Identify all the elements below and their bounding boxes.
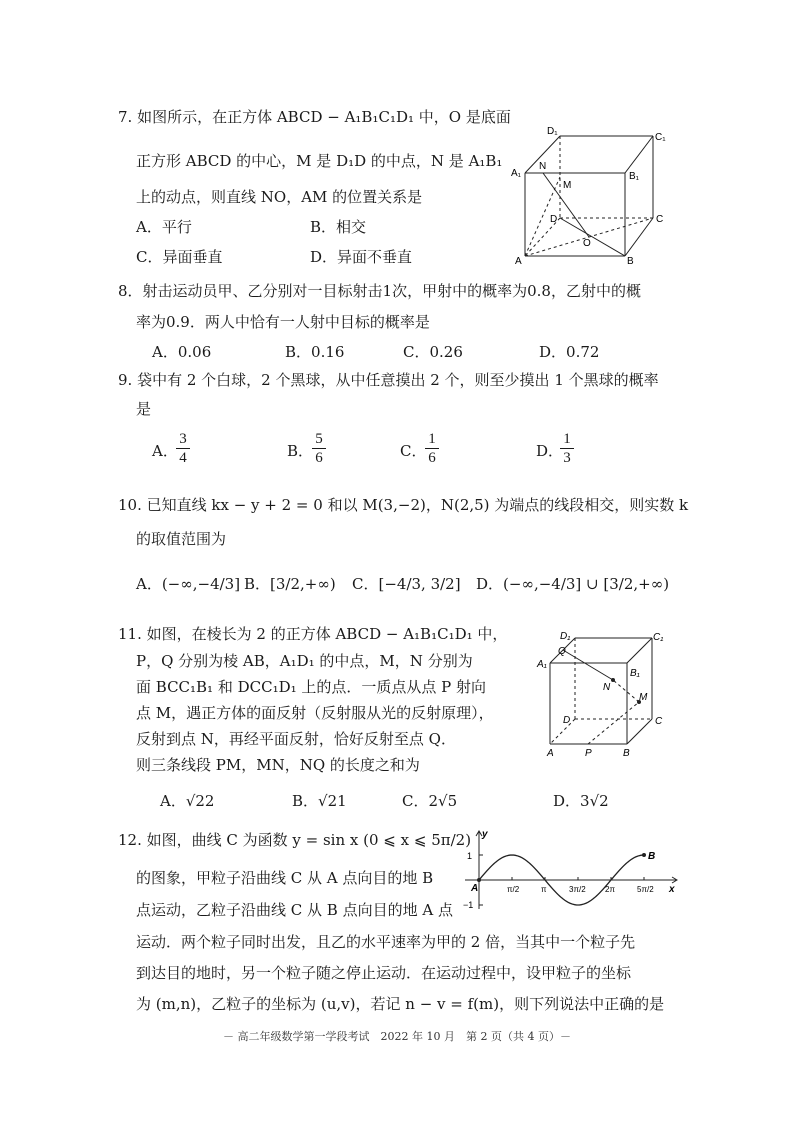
- q11-label-C1: C₁: [653, 632, 664, 643]
- q11-label-A1: A₁: [537, 659, 547, 670]
- q8-option-a: A．0.06: [152, 343, 212, 361]
- q11-option-c: C．2√5: [402, 792, 458, 810]
- q9-option-b-label: B．: [287, 442, 314, 460]
- q9-option-b-fraction: [312, 430, 326, 467]
- q8-line2: 率为0.9．两人中恰有一人射中目标的概率是: [136, 313, 430, 331]
- q7-label-M: M: [563, 180, 572, 191]
- q9-line2: 是: [136, 400, 152, 418]
- q9-option-c-denominator: 6: [428, 450, 436, 466]
- q9-option-c-numerator: 1: [428, 431, 436, 447]
- q9-option-d-denominator: 3: [563, 450, 571, 466]
- q11-line2: P，Q 分别为棱 AB，A₁D₁ 的中点，M，N 分别为: [136, 652, 473, 670]
- q7-label-A1: A₁: [511, 168, 522, 179]
- q12-axis-y-label: y: [482, 829, 488, 840]
- q11-label-A: A: [547, 748, 554, 759]
- q7-line2: 正方形 ABCD 的中心，M 是 D₁D 的中点，N 是 A₁B₁: [136, 152, 503, 170]
- q9-option-c-fraction: [425, 430, 439, 467]
- q9-option-c-label: C．: [400, 442, 427, 460]
- q10-option-a: A．(−∞,−4/3]: [136, 575, 241, 593]
- q12-sine-graph: [455, 825, 685, 915]
- page-footer: － 高二年级数学第一学段考试 2022 年 10 月 第 2 页（共 4 页）－: [223, 1030, 571, 1043]
- q11-line1: 11. 如图，在棱长为 2 的正方体 ABCD − A₁B₁C₁D₁ 中，: [118, 625, 508, 643]
- q9-option-a-fraction: [176, 430, 190, 467]
- q12-tick-1: 1: [467, 851, 473, 861]
- q7-option-c: C．异面垂直: [136, 248, 223, 266]
- q11-option-b: B．√21: [292, 792, 347, 810]
- q9-option-b-denominator: 6: [315, 450, 323, 466]
- q7-label-N: N: [539, 161, 547, 172]
- q11-line5: 反射到点 N，再经平面反射，恰好反射至点 Q．: [136, 730, 456, 748]
- q12-line6: 为 (m,n)，乙粒子的坐标为 (u,v)，若记 n − v = f(m)，则下列说法中正确的是: [136, 995, 665, 1013]
- q7-option-d: D．异面不垂直: [310, 248, 413, 266]
- q12-tick-pi: π: [541, 885, 547, 894]
- q7-label-C: C: [656, 214, 664, 225]
- q11-line3: 面 BCC₁B₁ 和 DCC₁D₁ 上的点．一质点从点 P 射向: [136, 678, 487, 696]
- q11-option-a: A．√22: [160, 792, 215, 810]
- q12-point-A: A: [471, 883, 479, 894]
- q10-option-b: B．[3/2,+∞): [244, 575, 336, 593]
- q11-line4: 点 M，遇正方体的面反射（反射服从光的反射原理），: [136, 704, 494, 722]
- q12-line1: 12. 如图，曲线 C 为函数 y = sin x (0 ⩽ x ⩽ 5π/2): [118, 831, 472, 849]
- q8-option-b: B．0.16: [285, 343, 345, 361]
- q7-label-D: D: [550, 214, 558, 225]
- q7-label-A: A: [515, 256, 522, 267]
- q9-option-a-label: A．: [152, 442, 178, 460]
- q11-line6: 则三条线段 PM，MN，NQ 的长度之和为: [136, 756, 420, 774]
- q10-option-d: D．(−∞,−4/3] ∪ [3/2,+∞): [476, 575, 670, 593]
- q11-label-D1: D₁: [560, 631, 571, 642]
- q9-option-d-label: D．: [536, 442, 564, 460]
- q11-label-P: P: [585, 748, 592, 759]
- q11-label-C: C: [655, 716, 663, 727]
- q11-label-Q: Q: [558, 646, 566, 657]
- q8-option-c: C．0.26: [403, 343, 463, 361]
- q9-option-d-numerator: 1: [563, 431, 571, 447]
- q12-tick-3pi-2: 3π/2: [569, 885, 586, 894]
- q7-line1: 7. 如图所示，在正方体 ABCD − A₁B₁C₁D₁ 中，O 是底面: [118, 108, 511, 126]
- q9-option-d-fraction: [560, 430, 574, 467]
- q7-label-C1: C₁: [655, 132, 666, 143]
- q11-label-M: M: [639, 692, 648, 703]
- q12-tick-5pi-2: 5π/2: [637, 885, 654, 894]
- q7-line3: 上的动点，则直线 NO，AM 的位置关系是: [136, 188, 423, 206]
- q10-option-c: C．[−4/3, 3/2]: [352, 575, 461, 593]
- q12-tick-2pi: 2π: [605, 885, 615, 894]
- q12-line5: 到达目的地时，另一个粒子随之停止运动．在运动过程中，设甲粒子的坐标: [136, 964, 632, 982]
- q7-label-O: O: [583, 238, 591, 249]
- q9-line1: 9. 袋中有 2 个白球，2 个黑球，从中任意摸出 2 个，则至少摸出 1 个黑球的概率: [118, 371, 659, 389]
- q12-axis-x-label: x: [669, 884, 675, 895]
- q10-line1: 10. 已知直线 kx − y + 2 = 0 和以 M(3,−2)，N(2,5) 为端点的线段相交，则实数 k: [118, 496, 689, 514]
- q12-tick-pi-2: π/2: [507, 885, 520, 894]
- q12-point-B: B: [648, 851, 656, 862]
- q11-label-B: B: [623, 748, 630, 759]
- q7-option-a: A．平行: [136, 218, 192, 236]
- q11-label-D: D: [563, 715, 571, 726]
- q7-label-D1: D₁: [547, 126, 558, 137]
- q7-option-b: B．相交: [310, 218, 367, 236]
- q8-line1: 8．射击运动员甲、乙分别对一目标射击1次，甲射中的概率为0.8，乙射中的概: [118, 282, 641, 300]
- q7-label-B1: B₁: [629, 171, 640, 182]
- q12-line3: 点运动，乙粒子沿曲线 C 从 B 点向目的地 A 点: [136, 901, 453, 919]
- q11-option-d: D．3√2: [553, 792, 609, 810]
- q7-cube-figure: [505, 118, 675, 268]
- q10-line2: 的取值范围为: [136, 530, 227, 548]
- q7-label-B: B: [627, 256, 634, 267]
- q8-option-d: D．0.72: [539, 343, 600, 361]
- q9-option-a-denominator: 4: [179, 450, 187, 466]
- q11-label-B1: B₁: [630, 668, 640, 679]
- q9-option-b-numerator: 5: [315, 431, 323, 447]
- q11-cube-figure: [535, 630, 675, 760]
- q12-line2: 的图象，甲粒子沿曲线 C 从 A 点向目的地 B: [136, 869, 434, 887]
- q11-label-N: N: [603, 682, 611, 693]
- q12-tick-neg1: −1: [463, 900, 474, 910]
- q12-line4: 运动．两个粒子同时出发，且乙的水平速率为甲的 2 倍，当其中一个粒子先: [136, 933, 636, 951]
- q9-option-a-numerator: 3: [179, 431, 187, 447]
